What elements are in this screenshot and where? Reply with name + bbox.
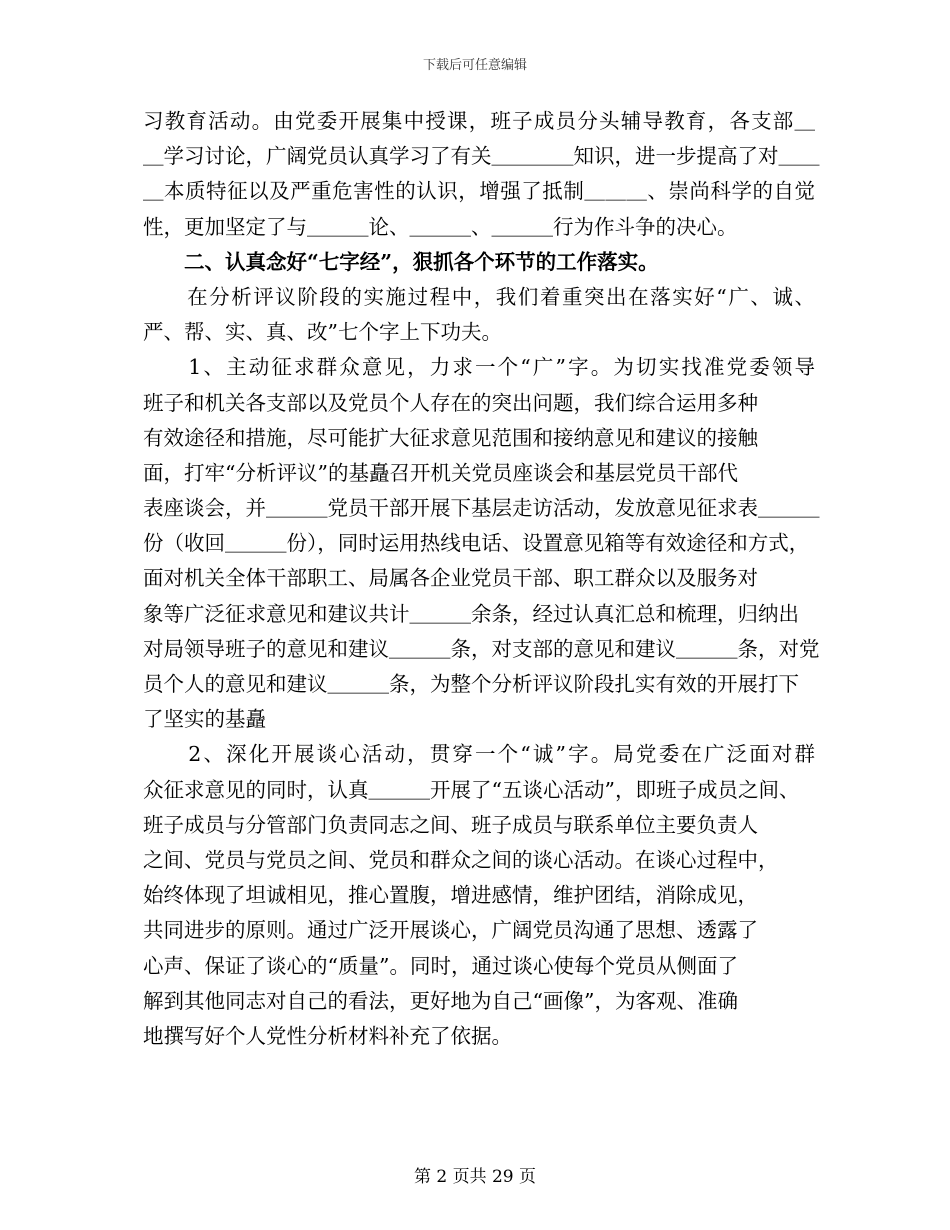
body-line: 之间、党员与党员之间、党员和群众之间的谈心活动。在谈心过程中， [143, 847, 779, 872]
body-line: 严、帮、实、真、改”七个字上下功夫。 [143, 320, 502, 345]
body-line: 份（收回＿＿＿份），同时运用热线电话、设置意见箱等有效途径和方式， [143, 531, 810, 556]
body-line: ＿本质特征以及严重危害性的认识，增强了抵制＿＿＿、崇尚科学的自觉 [143, 179, 815, 204]
body-line: 班子成员与分管部门负责同志之间、班子成员与联系单位主要负责人 [143, 812, 758, 837]
body-line: 在分析评议阶段的实施过程中，我们着重突出在落实好“广、诚、 [143, 284, 815, 309]
body-line: 2、深化开展谈心活动，贯穿一个“诚”字。局党委在广泛面对群 [143, 742, 815, 767]
body-line: 性，更加坚定了与＿＿＿论、＿＿＿、＿＿＿行为作斗争的决心。 [143, 214, 738, 239]
body-line: 对局领导班子的意见和建议＿＿＿条，对支部的意见和建议＿＿＿条，对党 [143, 636, 820, 661]
body-line: ＿学习讨论，广阔党员认真学习了有关＿＿＿＿知识，进一步提高了对＿＿ [143, 144, 820, 169]
body-line: 众征求意见的同时，认真＿＿＿开展了“五谈心活动”，即班子成员之间、 [143, 777, 800, 802]
body-line: 有效途径和措施，尽可能扩大征求意见范围和接纳意见和建议的接触 [143, 425, 758, 450]
body-line: 始终体现了坦诚相见，推心置腹，增进感情，维护团结，消除成见， [143, 883, 758, 908]
body-line: 员个人的意见和建议＿＿＿条，为整个分析评议阶段扎实有效的开展打下 [143, 672, 799, 696]
body-line: 象等广泛征求意见和建议共计＿＿＿余条，经过认真汇总和梳理，归纳出 [143, 601, 799, 626]
body-line: 地撰写好个人党性分析材料补充了依据。 [143, 1023, 512, 1048]
body-line: 习教育活动。由党委开展集中授课，班子成员分头辅导教育，各支部＿ [143, 109, 815, 133]
body-line: 了坚实的基矗 [143, 707, 266, 732]
document-body [143, 104, 820, 1054]
body-line: 共同进步的原则。通过广泛开展谈心，广阔党员沟通了思想、透露了 [143, 918, 758, 943]
body-line: 面对机关全体干部职工、局属各企业党员干部、职工群众以及服务对 [143, 566, 758, 591]
body-line: 班子和机关各支部以及党员个人存在的突出问题，我们综合运用多种 [143, 390, 758, 415]
body-line: 表座谈会，并＿＿＿党员干部开展下基层走访活动，发放意见征求表＿＿＿ [143, 496, 820, 521]
body-line: 1、主动征求群众意见，力求一个“广”字。为切实找准党委领导 [143, 355, 815, 380]
body-line: 面，打牢“分析评议”的基矗召开机关党员座谈会和基层党员干部代 [143, 460, 738, 485]
section-heading: 二、认真念好“七字经”，狠抓各个环节的工作落实。 [143, 249, 659, 274]
page-header: 下载后可任意编辑 [422, 58, 527, 73]
body-line: 解到其他同志对自己的看法，更好地为自己“画像”，为客观、准确 [143, 988, 738, 1013]
body-line: 心声、保证了谈心的“质量”。同时，通过谈心使每个党员从侧面了 [143, 953, 738, 978]
page-footer: 第 2 页共 29 页 [413, 1167, 537, 1187]
